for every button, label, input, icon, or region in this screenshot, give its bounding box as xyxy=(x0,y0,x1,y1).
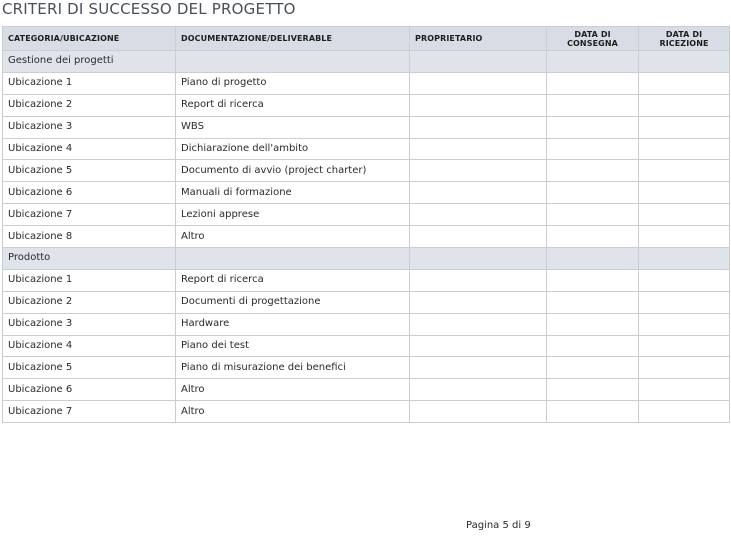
deliverable-cell: Lezioni apprese xyxy=(176,204,410,226)
owner-cell[interactable] xyxy=(410,94,547,116)
deliverable-cell: Report di ricerca xyxy=(176,94,410,116)
receipt-date-cell[interactable] xyxy=(639,204,730,226)
table-row xyxy=(3,72,730,94)
delivery-date-cell[interactable] xyxy=(547,138,639,160)
header-delivery-date: DATA DI CONSEGNA xyxy=(547,27,639,51)
deliverable-cell: Piano di progetto xyxy=(176,72,410,94)
section-name: Gestione dei progetti xyxy=(3,51,176,73)
section-row xyxy=(3,248,730,270)
location-cell: Ubicazione 1 xyxy=(3,72,176,94)
location-cell: Ubicazione 4 xyxy=(3,335,176,357)
section-name: Prodotto xyxy=(3,248,176,270)
receipt-date-cell[interactable] xyxy=(639,379,730,401)
section-empty-cell xyxy=(410,248,547,270)
deliverable-cell: Altro xyxy=(176,379,410,401)
location-cell: Ubicazione 6 xyxy=(3,182,176,204)
deliverable-cell: Documenti di progettazione xyxy=(176,291,410,313)
page-title: CRITERI DI SUCCESSO DEL PROGETTO xyxy=(2,0,296,18)
delivery-date-cell[interactable] xyxy=(547,379,639,401)
owner-cell[interactable] xyxy=(410,357,547,379)
receipt-date-cell[interactable] xyxy=(639,401,730,423)
header-documentation: DOCUMENTAZIONE/DELIVERABLE xyxy=(176,27,410,51)
table-row xyxy=(3,401,730,423)
location-cell: Ubicazione 1 xyxy=(3,269,176,291)
receipt-date-cell[interactable] xyxy=(639,335,730,357)
location-cell: Ubicazione 7 xyxy=(3,401,176,423)
section-empty-cell xyxy=(547,248,639,270)
receipt-date-cell[interactable] xyxy=(639,72,730,94)
deliverable-cell: Piano dei test xyxy=(176,335,410,357)
success-criteria-table xyxy=(2,26,730,423)
page-number: Pagina 5 di 9 xyxy=(466,520,531,531)
table-header-row xyxy=(3,27,730,51)
receipt-date-cell[interactable] xyxy=(639,291,730,313)
section-empty-cell xyxy=(639,248,730,270)
receipt-date-cell[interactable] xyxy=(639,138,730,160)
receipt-date-cell[interactable] xyxy=(639,182,730,204)
receipt-date-cell[interactable] xyxy=(639,357,730,379)
table-row xyxy=(3,226,730,248)
section-empty-cell xyxy=(410,51,547,73)
delivery-date-cell[interactable] xyxy=(547,269,639,291)
section-empty-cell xyxy=(639,51,730,73)
delivery-date-cell[interactable] xyxy=(547,357,639,379)
owner-cell[interactable] xyxy=(410,160,547,182)
table-body xyxy=(3,51,730,423)
delivery-date-cell[interactable] xyxy=(547,401,639,423)
deliverable-cell: Documento di avvio (project charter) xyxy=(176,160,410,182)
delivery-date-cell[interactable] xyxy=(547,226,639,248)
delivery-date-cell[interactable] xyxy=(547,182,639,204)
location-cell: Ubicazione 2 xyxy=(3,291,176,313)
deliverable-cell: Piano di misurazione dei benefici xyxy=(176,357,410,379)
owner-cell[interactable] xyxy=(410,379,547,401)
location-cell: Ubicazione 4 xyxy=(3,138,176,160)
deliverable-cell: Report di ricerca xyxy=(176,269,410,291)
delivery-date-cell[interactable] xyxy=(547,72,639,94)
deliverable-cell: Altro xyxy=(176,401,410,423)
deliverable-cell: Hardware xyxy=(176,313,410,335)
section-row xyxy=(3,51,730,73)
table-row xyxy=(3,335,730,357)
owner-cell[interactable] xyxy=(410,204,547,226)
receipt-date-cell[interactable] xyxy=(639,226,730,248)
section-empty-cell xyxy=(176,51,410,73)
delivery-date-cell[interactable] xyxy=(547,116,639,138)
receipt-date-cell[interactable] xyxy=(639,160,730,182)
table-row xyxy=(3,204,730,226)
owner-cell[interactable] xyxy=(410,313,547,335)
receipt-date-cell[interactable] xyxy=(639,116,730,138)
header-receipt-date: DATA DI RICEZIONE xyxy=(639,27,730,51)
table-row xyxy=(3,182,730,204)
owner-cell[interactable] xyxy=(410,116,547,138)
deliverable-cell: Dichiarazione dell'ambito xyxy=(176,138,410,160)
owner-cell[interactable] xyxy=(410,401,547,423)
receipt-date-cell[interactable] xyxy=(639,313,730,335)
deliverable-cell: WBS xyxy=(176,116,410,138)
table-row xyxy=(3,116,730,138)
delivery-date-cell[interactable] xyxy=(547,335,639,357)
table-row xyxy=(3,94,730,116)
owner-cell[interactable] xyxy=(410,226,547,248)
table-row xyxy=(3,313,730,335)
table-row xyxy=(3,160,730,182)
location-cell: Ubicazione 3 xyxy=(3,116,176,138)
receipt-date-cell[interactable] xyxy=(639,94,730,116)
table-row xyxy=(3,357,730,379)
delivery-date-cell[interactable] xyxy=(547,291,639,313)
delivery-date-cell[interactable] xyxy=(547,160,639,182)
owner-cell[interactable] xyxy=(410,182,547,204)
owner-cell[interactable] xyxy=(410,138,547,160)
location-cell: Ubicazione 5 xyxy=(3,357,176,379)
table-row xyxy=(3,379,730,401)
location-cell: Ubicazione 5 xyxy=(3,160,176,182)
deliverable-cell: Manuali di formazione xyxy=(176,182,410,204)
owner-cell[interactable] xyxy=(410,335,547,357)
section-empty-cell xyxy=(176,248,410,270)
deliverable-cell: Altro xyxy=(176,226,410,248)
delivery-date-cell[interactable] xyxy=(547,94,639,116)
owner-cell[interactable] xyxy=(410,291,547,313)
section-empty-cell xyxy=(547,51,639,73)
table-row xyxy=(3,291,730,313)
location-cell: Ubicazione 6 xyxy=(3,379,176,401)
location-cell: Ubicazione 7 xyxy=(3,204,176,226)
header-owner: PROPRIETARIO xyxy=(410,27,547,51)
owner-cell[interactable] xyxy=(410,269,547,291)
location-cell: Ubicazione 2 xyxy=(3,94,176,116)
table-row xyxy=(3,138,730,160)
receipt-date-cell[interactable] xyxy=(639,269,730,291)
delivery-date-cell[interactable] xyxy=(547,204,639,226)
location-cell: Ubicazione 8 xyxy=(3,226,176,248)
owner-cell[interactable] xyxy=(410,72,547,94)
location-cell: Ubicazione 3 xyxy=(3,313,176,335)
delivery-date-cell[interactable] xyxy=(547,313,639,335)
table-row xyxy=(3,269,730,291)
header-category: CATEGORIA/UBICAZIONE xyxy=(3,27,176,51)
